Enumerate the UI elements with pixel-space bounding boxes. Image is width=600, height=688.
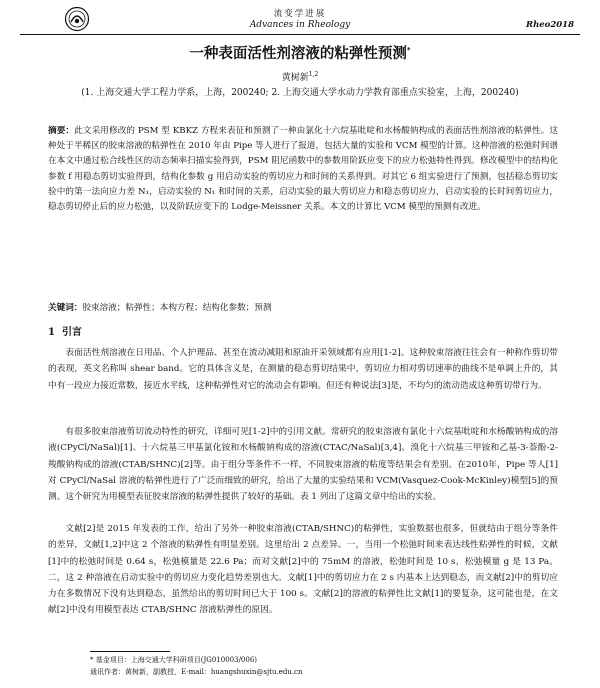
abstract-label: 摘要：: [48, 126, 75, 136]
footnote-funding: * 基金项目：上海交通大学科研项目(JG010003/006): [90, 656, 258, 664]
section-title: 引言: [61, 327, 82, 338]
keywords-label: 关键词：: [48, 303, 83, 313]
keywords: [48, 301, 558, 313]
abstract-text: 此文采用修改的 PSM 型 KBKZ 方程来表征和预测了一种由氯化十六烷基吡啶和水杨酸钠构成的表面活性剂溶液的粘弹性。这种处于半稀区的胶束溶液的粘弹性在 2010 年由 Pipe 等人进行了报道，包括大量的实验和 VCM 模型的计算。这种溶液的松弛时间谱在本文中通过松合线性区的动态频率扫描实验得到，PSM 阻尼函数中的参数用阶跃应变下的应力松弛特性得到。修改模型中的结构化参数 f 用稳态剪切实验得到，结构化参数 g 用启动实验的剪切应力和时间的关系得到。对其它 6 组实验进行了预测，包括稳态剪切实验中的第一法向应力差 N₁，启动实验的 N₁ 和时间的关系，启动实验的最大剪切应力和稳态剪切应力，启动实验的长时间剪切应力，稳态剪切停止后的应力松弛，以及阶跃应变下的 Lodge-Meissner 关系。本文的计算比 VCM 模型的预测有改进。: [48, 126, 558, 213]
header-rule: [20, 34, 580, 35]
running-head: Rheo2018: [526, 20, 574, 30]
affiliation: (1. 上海交通大学工程力学系，上海，200240; 2. 上海交通大学水动力学教育部重点实验室，上海，200240): [81, 88, 519, 98]
journal-title-en: Advances in Rheology: [249, 20, 351, 30]
page-header: [26, 4, 574, 36]
section-heading: [48, 323, 82, 338]
keywords-text: 胶束溶液；粘弹性；本构方程；结构化参数；预测: [82, 303, 272, 313]
abstract: [48, 124, 558, 215]
journal-title-cn: 流变学进展: [273, 9, 327, 19]
body-paragraph-1: [48, 345, 558, 394]
body-paragraph-3: [48, 521, 558, 619]
author-name: 黄树新: [281, 73, 309, 83]
paragraph-text: 有很多胶束溶液剪切流动特性的研究，详细可见[1-2]中的引用文献。常研究的胶束溶液有氯化十六烷基吡啶和水杨酸钠构成的溶液(CPyCl/NaSal)[1]、十六烷基三甲基氯化铵和水杨酸钠构成的溶液(CTAC/NaSal)[3,4]、溴化十六烷基三甲铵和乙基-3-萘酚-2-羧酸钠构成的溶液(CTAB/SHNC)[2]等。由于组分等条件不一样，不同胶束溶液的粘度等结果会有差别。在2010年，Pipe 等人[1]对 CPyCl/NaSal 溶液的粘弹性进行了广泛而细致的研究，给出了大量的实验结果和 VCM(Vasquez-Cook-McKinley)模型[5]的预测。这个研究为用模型表征胶束溶液的粘弹性提供了较好的基础。表 1 列出了这篇文章中给出的实验。: [48, 427, 558, 503]
author-affil-marks: 1,2: [308, 71, 319, 78]
paragraph-text: 表面活性剂溶液在日用品、个人护理品、甚至在流动减阻和原油开采领域都有应用[1-2]。这种胶束溶液往往会有一种称作剪切带的表现，英文名称叫 shear band。它的具体含义是，在测量的稳态剪切结果中，剪切应力相对剪切速率的曲线不是单调上升的，其中有一段应力接近常数，接近水平线，这种粘弹性对它的流动会有影响。但还有种说法[3]是，不均匀的流动造成这种剪切带行为。: [48, 348, 558, 391]
body-paragraph-2: [48, 424, 558, 505]
section-number: 1: [48, 327, 55, 338]
footnote-rule: [90, 651, 170, 652]
paragraph-text: 文献[2]是 2015 年发表的工作，给出了另外一种胶束溶液(CTAB/SHNC)的粘弹性，实验数据也很多，但就结由于组分等条件的差异，文献[1,2]中这 2 个溶液的粘弹性有明显差别。这里给出 2 点差异。一，当用一个松弛时间来表达线性粘弹性的时候，文献[1]中的松弛时间是 0.64 s，松弛模量是 22.6 Pa；而对文献[2]中的 75mM 的溶液，松弛时间是 10 s，松弛模量 g 是 13 Pa。二，这 2 种溶液在启动实验中的剪切应力变化趋势差别也大。文献[1]中的剪切应力在 2 s 内基本上达到稳态，而文献[2]中的剪切应力在多数情况下没有达到稳态，虽然给出的剪切时间已大于 100 s。文献[2]的溶液的粘弹性比文献[1]的要复杂，这可能也是，在文献[2]中没有用模型表达 CTAB/SHNC 溶液粘弹性的原因。: [48, 524, 558, 616]
footnote-author-info: 通讯作者：黄树新，副教授，E-mail：huangshuxin@sjtu.edu.cn: [90, 668, 303, 676]
author-line: [0, 70, 600, 83]
title-footnote-mark: *: [406, 46, 411, 55]
paper-title-text: 一种表面活性剂溶液的粘弹性预测: [189, 46, 407, 62]
paper-title: [0, 42, 600, 63]
